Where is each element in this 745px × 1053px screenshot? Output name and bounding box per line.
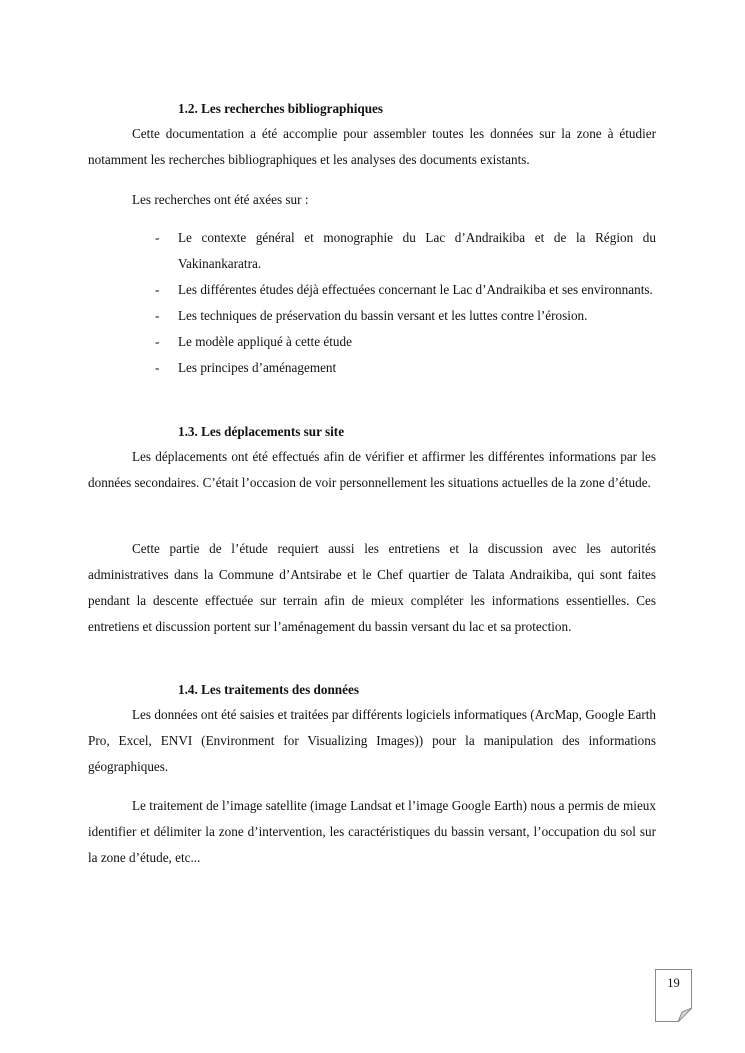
list-item: - Le contexte général et monographie du Lac d’Andraikiba et de la Région du Vakinankaratra. [152, 225, 656, 277]
paragraph-research-axes: Les recherches ont été axées sur : [132, 192, 309, 207]
page-number: 19 [667, 976, 680, 990]
paragraph-image-processing: Le traitement de l’image satellite (image Landsat et l’image Google Earth) nous a permis de mieux identifier et délimiter la zone d’intervention, les caractéristiques du bassin versant, l’occupation du sol sur la zone d’étude, etc... [88, 798, 656, 865]
paragraph-site-visits: Les déplacements ont été effectués afin de vérifier et affirmer les différentes informations par les données secondaires. C’était l’occasion de voir personnellement les situations actuelles de la zone d’étude. [88, 449, 656, 490]
list-dash: - [155, 308, 160, 323]
list-dash: - [155, 282, 160, 297]
section-heading-1-4: 1.4. Les traitements des données [178, 682, 359, 697]
section-heading-1-3: 1.3. Les déplacements sur site [178, 424, 345, 439]
list-item: - Les techniques de préservation du bassin versant et les luttes contre l’érosion. [152, 303, 656, 329]
page-curl-icon [678, 1008, 692, 1022]
section-heading-1-2: 1.2. Les recherches bibliographiques [178, 101, 384, 116]
list-item: - Les différentes études déjà effectuées concernant le Lac d’Andraikiba et ses environnants. [152, 277, 656, 303]
list-dash: - [155, 230, 160, 245]
research-topics-list [152, 225, 656, 381]
page-number-box [655, 969, 692, 1022]
list-item: - Les principes d’aménagement [152, 355, 656, 381]
list-dash: - [155, 360, 160, 375]
paragraph-data-processing: Les données ont été saisies et traitées par différents logiciels informatiques (ArcMap, Google Earth Pro, Excel, ENVI (Environment for Visualizing Images)) pour la manipulation des informations géographiques. [88, 707, 656, 774]
list-dash: - [155, 334, 160, 349]
paragraph-bibliographic-intro: Cette documentation a été accomplie pour assembler toutes les données sur la zone à étudier notamment les recherches bibliographiques et les analyses des documents existants. [88, 126, 656, 167]
paragraph-interviews: Cette partie de l’étude requiert aussi les entretiens et la discussion avec les autorités administratives dans la Commune d’Antsirabe et le Chef quartier de Talata Andraikiba, qui sont faites pendant la descente effectuée sur terrain afin de mieux compléter les informations essentielles. Ces entretiens et discussion portent sur l’aménagement du bassin versant du lac et sa protection. [88, 541, 656, 634]
list-item: - Le modèle appliqué à cette étude [152, 329, 656, 355]
